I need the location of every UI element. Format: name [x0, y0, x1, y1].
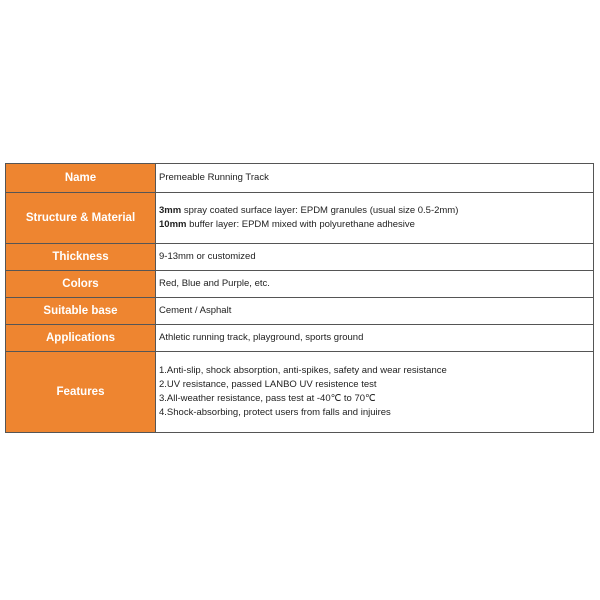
product-spec-table [5, 163, 594, 433]
spec-value-line [159, 218, 593, 232]
feature-item: 4.Shock-absorbing, protect users from falls and injuires [159, 407, 391, 418]
spec-value-line: Premeable Running Track [159, 172, 269, 183]
spec-label-structure-material: Structure & Material [6, 193, 156, 244]
layer-description: buffer layer: EPDM mixed with polyurethane adhesive [186, 219, 415, 230]
spec-value-name [156, 164, 594, 193]
layer-thickness: 3mm [159, 205, 182, 216]
spec-row-applications [6, 325, 594, 352]
spec-label-applications: Applications [6, 325, 156, 352]
spec-value-line [159, 204, 593, 218]
feature-item: 2.UV resistance, passed LANBO UV resistence test [159, 379, 377, 390]
spec-row-suitable-base [6, 298, 594, 325]
spec-value-colors [156, 271, 594, 298]
spec-value-line: 9-13mm or customized [159, 251, 256, 262]
spec-label-features: Features [6, 352, 156, 433]
spec-value-line: Athletic running track, playground, sports ground [159, 332, 364, 343]
spec-row-features [6, 352, 594, 433]
spec-value-suitable-base [156, 298, 594, 325]
spec-row-name [6, 164, 594, 193]
spec-label-name: Name [6, 164, 156, 193]
spec-label-suitable-base: Suitable base [6, 298, 156, 325]
spec-value-line: Cement / Asphalt [159, 305, 232, 316]
spec-value-structure-material [156, 193, 594, 244]
layer-description: spray coated surface layer: EPDM granules (usual size 0.5-2mm) [181, 205, 459, 216]
feature-item: 3.All-weather resistance, pass test at -40℃ to 70℃ [159, 393, 376, 404]
spec-row-structure-material [6, 193, 594, 244]
spec-value-features [156, 352, 594, 433]
feature-item: 1.Anti-slip, shock absorption, anti-spikes, safety and wear resistance [159, 365, 447, 376]
spec-value-applications [156, 325, 594, 352]
spec-value-thickness [156, 244, 594, 271]
spec-row-thickness [6, 244, 594, 271]
spec-value-line: Red, Blue and Purple, etc. [159, 278, 270, 289]
spec-label-colors: Colors [6, 271, 156, 298]
spec-row-colors [6, 271, 594, 298]
layer-thickness: 10mm [159, 219, 187, 230]
spec-label-thickness: Thickness [6, 244, 156, 271]
